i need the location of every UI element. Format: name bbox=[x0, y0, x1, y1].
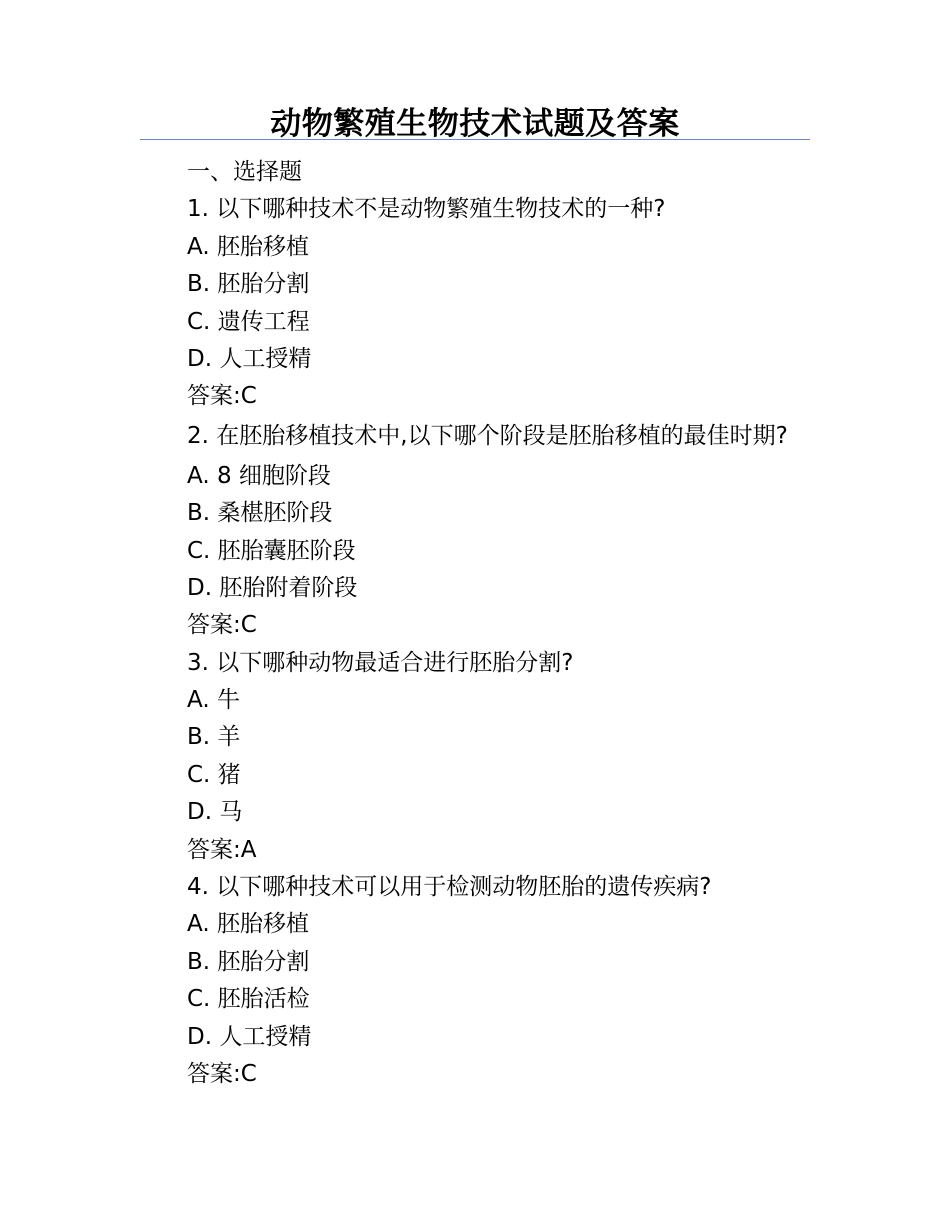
question-2-option-d: D. 胚胎附着阶段 bbox=[187, 574, 358, 601]
question-4-answer: 答案:C bbox=[187, 1060, 257, 1087]
question-4-option-c: C. 胚胎活检 bbox=[187, 986, 310, 1013]
question-4-option-b: B. 胚胎分割 bbox=[187, 948, 310, 975]
question-1-option-c: C. 遗传工程 bbox=[187, 308, 310, 335]
question-1-option-b: B. 胚胎分割 bbox=[187, 271, 310, 298]
section-heading: 一、选择题 bbox=[187, 159, 302, 185]
question-2-option-a: A. 8 细胞阶段 bbox=[187, 462, 331, 489]
question-1-option-d: D. 人工授精 bbox=[187, 345, 312, 372]
question-3-option-b: B. 羊 bbox=[187, 724, 241, 751]
document-title: 动物繁殖生物技术试题及答案 bbox=[270, 106, 680, 142]
question-1: 1. 以下哪种技术不是动物繁殖生物技术的一种? bbox=[187, 196, 666, 223]
document-body bbox=[140, 154, 812, 1093]
question-3-option-d: D. 马 bbox=[187, 799, 243, 826]
question-1-option-a: A. 胚胎移植 bbox=[187, 233, 309, 260]
question-2-option-c: C. 胚胎囊胚阶段 bbox=[187, 537, 356, 564]
question-1-answer: 答案:C bbox=[187, 383, 257, 410]
question-3-option-a: A. 牛 bbox=[187, 687, 240, 714]
question-3-option-c: C. 猪 bbox=[187, 761, 241, 788]
question-2: 2. 在胚胎移植技术中,以下哪个阶段是胚胎移植的最佳时期? bbox=[187, 422, 788, 449]
question-2-option-b: B. 桑椹胚阶段 bbox=[187, 500, 333, 527]
question-3-answer: 答案:A bbox=[187, 836, 257, 863]
question-3: 3. 以下哪种动物最适合进行胚胎分割? bbox=[187, 649, 574, 676]
question-2-answer: 答案:C bbox=[187, 612, 257, 639]
question-4: 4. 以下哪种技术可以用于检测动物胚胎的遗传疾病? bbox=[187, 874, 712, 901]
title-underline bbox=[140, 139, 810, 140]
question-4-option-d: D. 人工授精 bbox=[187, 1023, 312, 1050]
question-4-option-a: A. 胚胎移植 bbox=[187, 911, 309, 938]
